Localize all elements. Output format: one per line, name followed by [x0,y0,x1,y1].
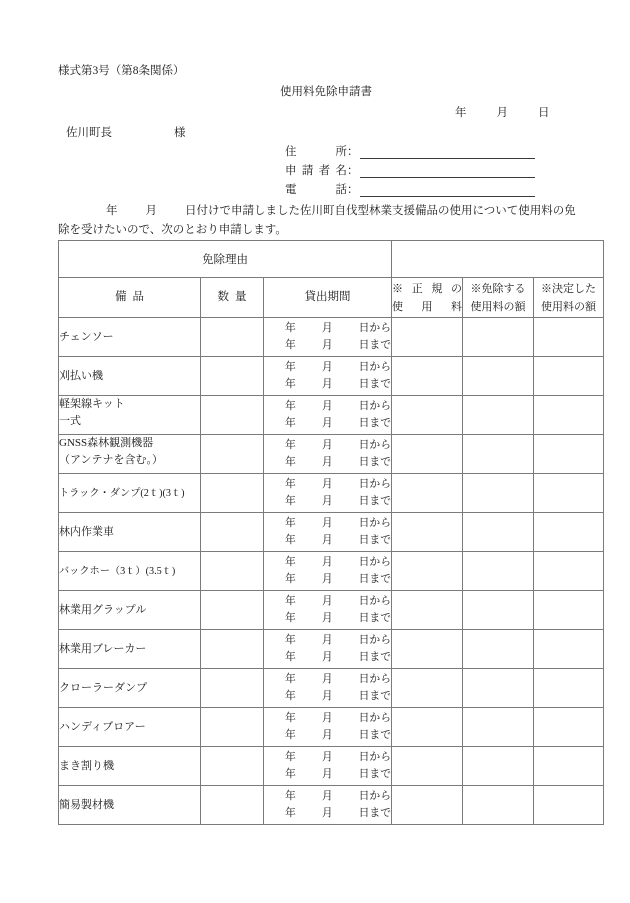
fee-regular-cell[interactable] [392,591,463,630]
period-day-label: 日から [358,595,392,607]
column-header-fee-exempt [463,278,534,318]
lending-period-cell[interactable] [264,396,392,435]
fee-regular-cell[interactable] [392,708,463,747]
period-month-label: 月 [321,378,333,390]
quantity-cell[interactable] [201,786,264,825]
period-from-line [264,476,391,493]
period-from-line [264,398,391,415]
statement-line2-text: 受けたいので、次のとおり申請します。 [81,224,287,236]
period-year-label: 年 [285,439,296,451]
period-month-label: 月 [321,651,333,663]
lending-period-cell[interactable] [264,513,392,552]
table-row [59,552,604,591]
period-from-line [264,437,391,454]
fee-exempt-cell[interactable] [463,513,534,552]
fee-regular-cell[interactable] [392,786,463,825]
period-day-label: 日まで [358,612,392,624]
period-day-label: 日まで [358,534,392,546]
period-year-label: 年 [285,712,296,724]
fee-decided-cell[interactable] [534,591,604,630]
period-to-line [264,376,391,393]
period-day-label: 日から [358,361,392,373]
lending-period-cell[interactable] [264,357,392,396]
quantity-cell[interactable] [201,630,264,669]
submission-date-line [455,104,550,120]
statement-month-label: 月 [145,205,157,217]
fee-exempt-cell[interactable] [463,435,534,474]
addressee-line [66,124,186,140]
period-month-label: 月 [321,790,333,802]
telephone-field-label: 電話 [285,184,347,196]
column-header-fee-exempt-line1: ※免除する [470,282,526,295]
period-from-line [264,320,391,337]
fee-decided-cell[interactable] [534,318,604,357]
equipment-name-label: 林内作業車 [59,525,114,538]
period-day-label: 日から [358,790,392,802]
column-header-item-label: 備品 [115,291,150,303]
period-year-label: 年 [285,339,296,351]
fee-regular-cell[interactable] [392,318,463,357]
fee-decided-cell[interactable] [534,396,604,435]
telephone-field-row [285,178,535,197]
period-day-label: 日まで [358,573,392,585]
period-from-line [264,749,391,766]
period-month-label: 月 [321,556,333,568]
period-day-label: 日まで [358,417,392,429]
period-month-label: 月 [321,361,333,373]
period-day-label: 日まで [358,339,392,351]
equipment-name-cell [59,435,201,474]
period-from-line [264,593,391,610]
period-year-label: 年 [285,807,296,819]
table-row [59,435,604,474]
fee-exempt-cell[interactable] [463,396,534,435]
period-day-label: 日から [358,751,392,763]
period-to-line [264,415,391,432]
equipment-name-cell [59,669,201,708]
period-to-line [264,766,391,783]
period-month-label: 月 [321,768,333,780]
period-month-label: 月 [321,712,333,724]
period-day-label: 日まで [358,651,392,663]
period-year-label: 年 [285,612,296,624]
period-year-label: 年 [285,322,296,334]
period-month-label: 月 [321,534,333,546]
equipment-name-label-line2: （アンテナを含む。） [59,454,164,466]
fee-decided-cell[interactable] [534,747,604,786]
quantity-cell[interactable] [201,747,264,786]
equipment-name-label: 林業用ブレーカー [59,642,147,655]
fee-exempt-cell[interactable] [463,552,534,591]
period-day-label: 日から [358,634,392,646]
reason-label-cell: 免除理由 [59,241,392,278]
period-day-label: 日から [358,517,392,529]
period-month-label: 月 [321,673,333,685]
fee-regular-cell[interactable] [392,357,463,396]
period-year-label: 年 [285,556,296,568]
lending-period-cell[interactable] [264,747,392,786]
period-year-label: 年 [285,673,296,685]
period-to-line [264,727,391,744]
period-day-label: 日から [358,322,392,334]
fee-decided-cell[interactable] [534,357,604,396]
equipment-rows-body [59,318,604,825]
period-month-label: 月 [321,495,333,507]
quantity-cell[interactable] [201,708,264,747]
period-year-label: 年 [285,517,296,529]
equipment-name-label: バックホー（3ｔ）(3.5ｔ) [59,565,176,577]
column-header-fee-regular [392,278,463,318]
statement-year-label: 年 [106,205,118,217]
page-title: 使用料免除申請書 [280,86,372,98]
date-month-label: 月 [496,107,508,119]
period-year-label: 年 [285,751,296,763]
table-row [59,786,604,825]
equipment-name-cell [59,357,201,396]
equipment-name-cell [59,396,201,435]
lending-period-cell[interactable] [264,435,392,474]
fee-decided-cell[interactable] [534,513,604,552]
period-to-line [264,454,391,471]
period-day-label: 日から [358,556,392,568]
fee-exempt-cell[interactable] [463,747,534,786]
period-year-label: 年 [285,495,296,507]
period-to-line [264,649,391,666]
period-month-label: 月 [321,322,333,334]
period-to-line [264,571,391,588]
period-month-label: 月 [321,751,333,763]
period-year-label: 年 [285,634,296,646]
table-row [59,474,604,513]
period-year-label: 年 [285,651,296,663]
equipment-name-cell [59,708,201,747]
column-header-period [264,278,392,318]
equipment-name-label: まき割り機 [59,759,114,772]
lending-period-cell[interactable] [264,708,392,747]
period-month-label: 月 [321,595,333,607]
equipment-name-cell [59,552,201,591]
column-header-fee-decided-line2: 使用料の額 [541,300,597,313]
quantity-cell[interactable] [201,669,264,708]
table-header-row [59,278,604,318]
fee-regular-cell[interactable] [392,513,463,552]
period-month-label: 月 [321,417,333,429]
period-month-label: 月 [321,807,333,819]
period-from-line [264,671,391,688]
lending-period-cell[interactable] [264,318,392,357]
period-month-label: 月 [321,339,333,351]
fee-decided-cell[interactable] [534,786,604,825]
period-year-label: 年 [285,690,296,702]
table-row [59,318,604,357]
fee-exempt-cell[interactable] [463,474,534,513]
period-year-label: 年 [285,729,296,741]
period-year-label: 年 [285,790,296,802]
column-header-fee-exempt-line2: 使用料の額 [470,300,526,313]
equipment-name-cell [59,513,201,552]
applicant-name-input[interactable] [360,163,536,178]
period-month-label: 月 [321,456,333,468]
fee-exempt-cell[interactable] [463,591,534,630]
period-year-label: 年 [285,595,296,607]
table-row [59,708,604,747]
telephone-field-colon: ： [347,184,359,196]
table-row [59,513,604,552]
period-month-label: 月 [321,634,333,646]
fee-exempt-cell[interactable] [463,708,534,747]
period-day-label: 日から [358,478,392,490]
address-input[interactable] [360,144,536,159]
period-day-label: 日まで [358,768,392,780]
equipment-name-label: 簡易製材機 [59,798,114,811]
period-month-label: 月 [321,729,333,741]
column-header-period-label: 貸出期間 [304,291,351,303]
quantity-cell[interactable] [201,357,264,396]
period-month-label: 月 [321,400,333,412]
address-field-label: 住所 [285,146,347,158]
period-from-line [264,632,391,649]
reason-value-cell[interactable] [392,241,604,278]
period-to-line [264,610,391,627]
lending-period-cell[interactable] [264,786,392,825]
equipment-name-label: チェンソー [59,330,114,343]
period-year-label: 年 [285,400,296,412]
column-header-fee-decided-line1: ※決定した [541,282,597,295]
column-header-quantity [201,278,264,318]
statement-line1-text: 日付けで申請しました佐川町自伐型林業支援備品の使用について使用料の免除を [58,205,576,236]
equipment-name-label: クローラーダンプ [59,681,148,694]
column-header-item [59,278,201,318]
equipment-name-label-line2: 一式 [59,415,81,427]
period-year-label: 年 [285,534,296,546]
address-field-row [285,140,535,159]
applicant-info-block [285,140,535,197]
period-from-line [264,554,391,571]
period-month-label: 月 [321,573,333,585]
period-to-line [264,532,391,549]
period-year-label: 年 [285,417,296,429]
table-row [59,357,604,396]
period-year-label: 年 [285,456,296,468]
quantity-cell[interactable] [201,513,264,552]
table-row [59,396,604,435]
fee-decided-cell[interactable] [534,630,604,669]
lending-period-cell[interactable] [264,591,392,630]
fee-regular-cell[interactable] [392,474,463,513]
telephone-input[interactable] [360,182,536,197]
period-from-line [264,710,391,727]
equipment-name-cell [59,474,201,513]
quantity-cell[interactable] [201,435,264,474]
lending-period-cell[interactable] [264,630,392,669]
period-to-line [264,805,391,822]
fee-regular-cell[interactable] [392,435,463,474]
addressee-name: 佐川町長 [66,127,112,139]
period-day-label: 日まで [358,690,392,702]
period-month-label: 月 [321,690,333,702]
applicant-name-field-label: 申請者名 [285,165,347,177]
fee-decided-cell[interactable] [534,474,604,513]
quantity-cell[interactable] [201,591,264,630]
period-from-line [264,359,391,376]
fee-decided-cell[interactable] [534,669,604,708]
quantity-cell[interactable] [201,396,264,435]
equipment-name-label: 林業用グラップル [59,603,147,616]
period-month-label: 月 [321,439,333,451]
applicant-name-field-row [285,159,535,178]
quantity-cell[interactable] [201,474,264,513]
equipment-name-cell [59,630,201,669]
exemption-application-table [58,240,604,825]
table-row [59,591,604,630]
fee-regular-cell[interactable] [392,747,463,786]
equipment-name-label: 軽架線キット [59,398,125,410]
period-day-label: 日まで [358,378,392,390]
equipment-name-cell [59,318,201,357]
period-day-label: 日から [358,712,392,724]
period-from-line [264,515,391,532]
table-row [59,630,604,669]
lending-period-cell[interactable] [264,474,392,513]
fee-decided-cell[interactable] [534,708,604,747]
fee-regular-cell[interactable] [392,552,463,591]
fee-decided-cell[interactable] [534,552,604,591]
period-day-label: 日まで [358,807,392,819]
period-year-label: 年 [285,478,296,490]
equipment-name-cell [59,591,201,630]
lending-period-cell[interactable] [264,669,392,708]
period-year-label: 年 [285,573,296,585]
period-day-label: 日まで [358,495,392,507]
fee-exempt-cell[interactable] [463,786,534,825]
equipment-name-label: 刈払い機 [59,369,103,382]
equipment-name-cell [59,786,201,825]
quantity-cell[interactable] [201,318,264,357]
fee-exempt-cell[interactable] [463,357,534,396]
period-from-line [264,788,391,805]
equipment-name-label: トラック・ダンプ(2ｔ)(3ｔ) [59,487,185,499]
equipment-name-cell [59,747,201,786]
equipment-name-label: ハンディブロアー [59,720,146,733]
period-day-label: 日まで [358,456,392,468]
period-year-label: 年 [285,361,296,373]
fee-regular-cell[interactable] [392,396,463,435]
period-day-label: 日から [358,400,392,412]
form-number: 様式第3号（第8条関係） [58,65,185,77]
applicant-name-field-colon: ： [347,165,359,177]
period-day-label: 日から [358,439,392,451]
table-row [59,747,604,786]
date-day-label: 日 [538,107,550,119]
equipment-name-label: GNSS森林観測機器 [59,437,154,449]
period-month-label: 月 [321,517,333,529]
period-day-label: 日まで [358,729,392,741]
fee-exempt-cell[interactable] [463,318,534,357]
address-field-colon: ： [347,146,359,158]
fee-regular-cell[interactable] [392,669,463,708]
addressee-honorific: 様 [174,127,186,139]
period-month-label: 月 [321,612,333,624]
fee-regular-cell[interactable] [392,630,463,669]
fee-decided-cell[interactable] [534,435,604,474]
column-header-fee-decided [534,278,604,318]
period-to-line [264,493,391,510]
column-header-fee-regular-line1: ※ 正 規 の [392,282,463,295]
period-to-line [264,337,391,354]
quantity-cell[interactable] [201,552,264,591]
application-statement [58,202,586,240]
date-year-label: 年 [455,107,467,119]
period-day-label: 日から [358,673,392,685]
fee-exempt-cell[interactable] [463,630,534,669]
period-year-label: 年 [285,768,296,780]
period-year-label: 年 [285,378,296,390]
fee-exempt-cell[interactable] [463,669,534,708]
table-row-reason [59,241,604,278]
column-header-quantity-label: 数量 [217,291,253,303]
lending-period-cell[interactable] [264,552,392,591]
column-header-fee-regular-line2: 使 用 料 [392,300,463,313]
period-month-label: 月 [321,478,333,490]
period-to-line [264,688,391,705]
table-row [59,669,604,708]
